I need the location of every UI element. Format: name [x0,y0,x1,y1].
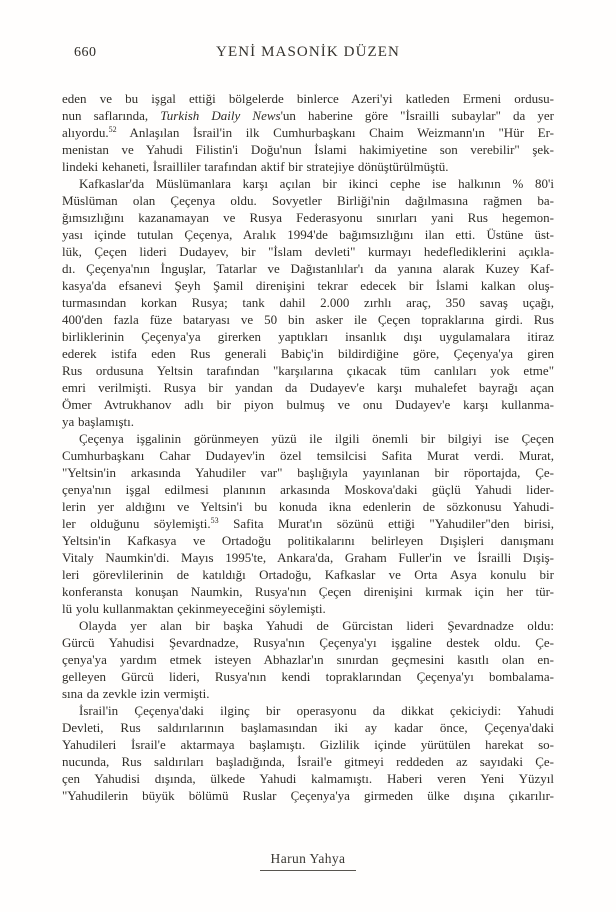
text-line: gelleyen Gürcü lideri, Rusya'nın kendi topraklarından Çeçenya'yı bombalama- [62,669,554,684]
text-line: Olayda yer alan bir başka Yahudi de Gürcistan lideri Şevardnadze oldu: [79,618,554,633]
paragraph [62,430,554,617]
text-line: konferansta konuşan Naumkin, Rusya'nın Çeçen direnişini kırmak için her tür- [62,584,554,599]
text-line: sına da zevkle izin vermişti. [62,686,210,701]
author-name: Harun Yahya [260,851,357,871]
text-line: lerin yer aldığını ve Yeltsin'i bu konuda ikna edenlerin de sözkonusu Yahudi- [62,499,554,514]
page-header [0,44,616,64]
text-line: Yeltsin'in Kafkasya ve Ortadoğu politikalarını belirleyen Dışişleri danışmanı [62,533,554,548]
text-line: nucunda, Rus saldırıları başladığında, İsrail'e gitmeyi reddeden az sayıdaki Çe- [62,754,554,769]
text-line: Yahudileri İsrail'e aktarmaya başlamıştı. Gizlilik içinde yürütülen harekat so- [62,737,554,752]
text-line: turmasından korkan Rusya; tank dahil 2.000 zırhlı araç, 350 savaş uçağı, [62,295,554,310]
text-line: leri görevlilerinin de katıldığı Ortadoğu, Kafkaslar ve Orta Asya konulu bir [62,567,554,582]
text-line: Cumhurbaşkanı Cahar Dudayev'in özel temsilcisi Safita Murat verdi. Murat, [62,448,554,463]
text-line: ler olduğunu söylemişti.$^{53}$ Safita Murat'ın sözünü ettiği "Yahudiler"den birisi, [62,516,554,531]
page-number: 660 [74,45,97,60]
text-line: yası içinde tutulan Çeçenya, Aralık 1994'de bağımsızlığını ilan etti. Üstüne üst- [62,227,554,242]
page-footer [0,850,616,871]
text-line: Çeçenya işgalinin görünmeyen yüzü ile ilgili önemli bir bilgiyi ise Çeçen [79,431,554,446]
text-line: "Yeltsin'in arkasında Yahudiler var" başlığıyla yayınlanan bir röportajda, Çe- [62,465,554,480]
text-line: ederek istifa eden Rus generali Babiç'in bildirdiğine göre, Çeçenya'ya giren [62,346,554,361]
text-line: Müslüman olan Çeçenya oldu. Sovyetler Birliği'nin dağılmasına rağmen ba- [62,193,554,208]
footnote-reference: 53 [210,516,219,525]
running-head-title: YENİ MASONİK DÜZEN [216,44,400,60]
text-line: Devleti, Rus saldırılarının başlamasından iki ay kadar önce, Çeçenya'daki [62,720,554,735]
italic-publication-title: Turkish Daily News [160,108,281,123]
text-line: eden ve bu işgal ettiği bölgelerde binlerce Azeri'yi katleden Ermeni ordusu- [62,91,554,106]
text-line: alıyordu.$^{52}$ Anlaşılan İsrail'in ilk Cumhurbaşkanı Chaim Weizmann'ın "Hür Er- [62,125,554,140]
text-line: ğımsızlığını kazanamayan ve Rusya Federasyonu sınırları yani Rus hegemon- [62,210,554,225]
text-line: Kafkaslar'da Müslümanlara karşı açılan bir ikinci cephe ise halkının % 80'i [79,176,554,191]
text-line: Ömer Avtrukhanov adlı bir piyon bulmuş ve onu Dudayev'e karşı kullanma- [62,397,554,412]
footnote-reference: 52 [108,125,117,134]
text-line: birliklerinin Çeçenya'ya girerken yaptıkları insanlık dışı uygulamalara itiraz [62,329,554,344]
paragraph [62,90,554,175]
text-line: Gürcü Yahudisi Şevardnadze, Rusya'nın Çeçenya'yı işgaline destek oldu. Çe- [62,635,554,650]
text-line: ya başlamıştı. [62,414,134,429]
body-text [62,90,554,804]
paragraph [62,175,554,430]
paragraph [62,617,554,702]
text-line: çen Yahudisi dışında, ülkede Yahudi kalmamıştı. Haberi veren Yeni Yüzyıl [62,771,554,786]
text-line: "Yahudilerin büyük bölümü Ruslar Çeçenya'ya girmeden ülke dışına çıkarılır- [62,788,554,803]
text-line: Vitaly Naumkin'di. Mayıs 1995'te, Ankara'da, Graham Fuller'in ve İsrailli Dışiş- [62,550,554,565]
text-line: İsrail'in Çeçenya'daki ilginç bir operasyonu da dikkat çekiciydi: Yahudi [79,703,554,718]
text-line: lük, Çeçen lideri Dudayev, bir "İslam devleti" kurmayı hedeflediklerini açıkla- [62,244,554,259]
text-line: lindeki kehaneti, İsrailliler tarafından aktif bir stratejiye dönüştürülmüştü. [62,159,449,174]
text-line: çenya'nın işgal edilmesi planının arkasında Moskova'daki güçlü Yahudi lider- [62,482,554,497]
text-line: dı. Çeçenya'nın İnguşlar, Tatarlar ve Dağıstanlılar'ı da yanına alarak Kuzey Kaf- [62,261,554,276]
text-line: 400'den fazla füze bataryası ve 50 bin asker ile Çeçen topraklarına girdi. Rus [62,312,554,327]
text-line: emri verilmişti. Rusya bir yandan da Dudayev'e karşı muhalefet bayrağı açan [62,380,554,395]
text-line: lü yolu kullanmaktan çekinmeyeceğini söylemişti. [62,601,326,616]
paragraph [62,702,554,804]
text-line: menistan ve Yahudi Filistin'i Doğu'nun İslami hakimiyetine son verebilir" şek- [62,142,554,157]
text-line: Rus ordusuna Yeltsin tarafından "karşılarına çıkacak tüm canlıları yok etme" [62,363,554,378]
text-line: kasya'da efsanevi Şeyh Şamil direnişini tekrar edecek bir İslami kalkan oluş- [62,278,554,293]
text-line: nun saflarında, Turkish Daily News'un haberine göre "İsrailli subaylar" da yer [62,108,554,123]
text-line: çenya'ya yardım etmek isteyen Abhazlar'ın sınırdan geçmesini kasıtlı olan en- [62,652,554,667]
